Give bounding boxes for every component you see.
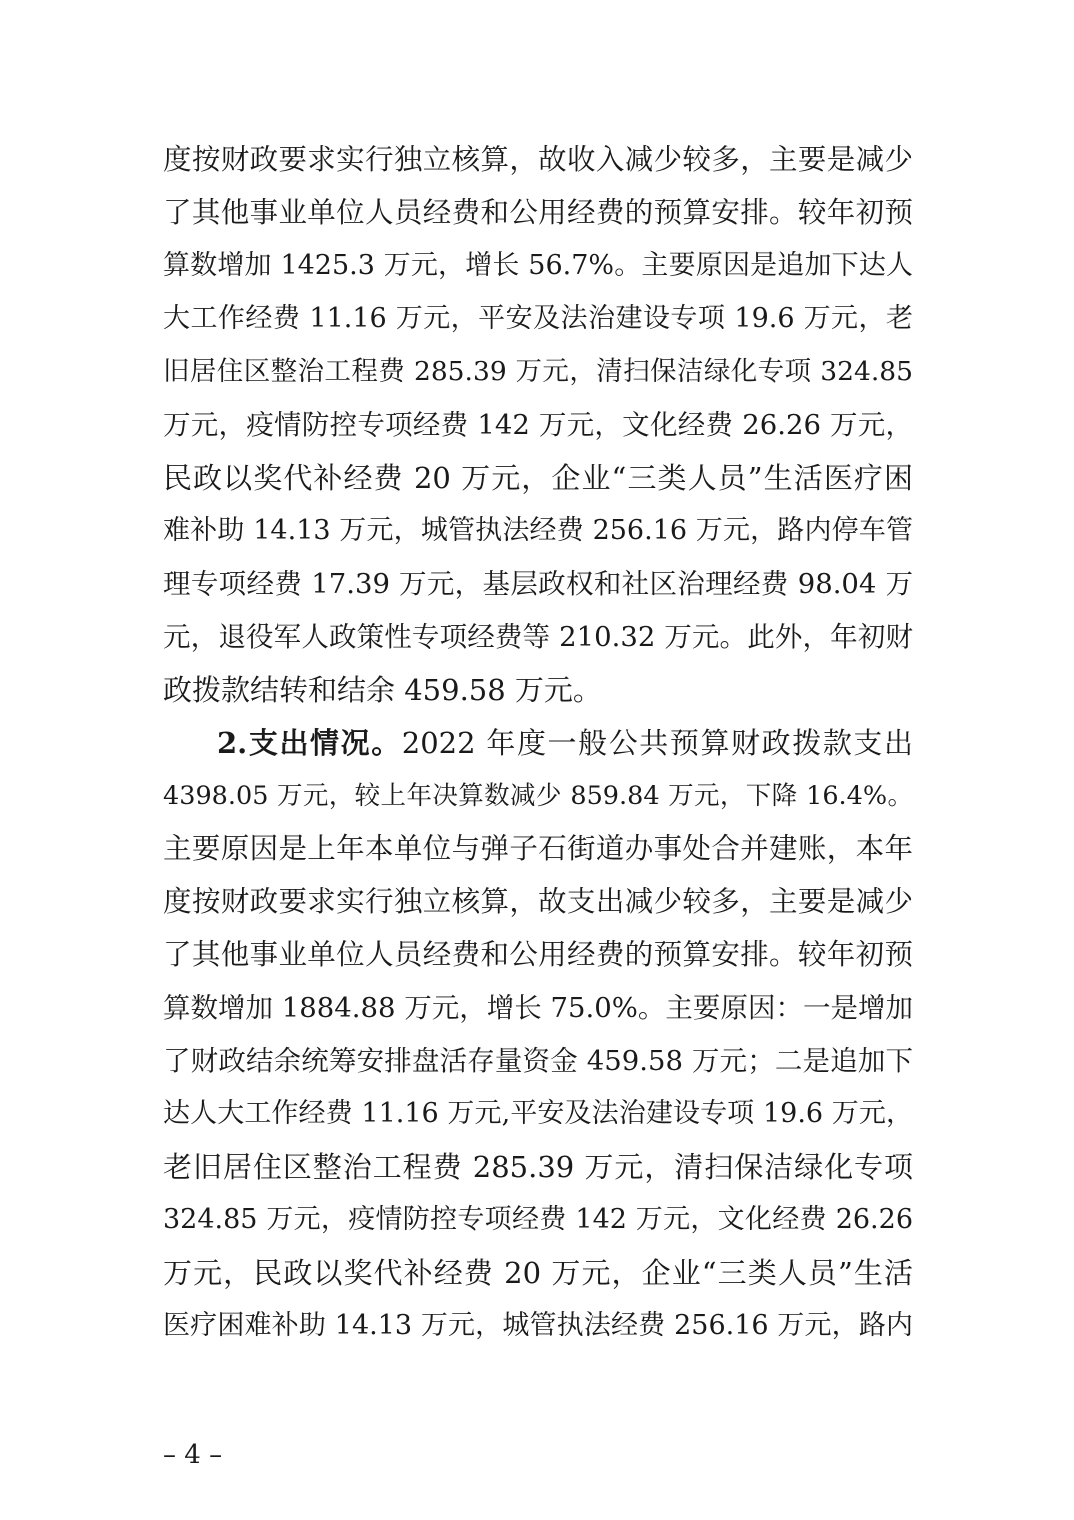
paragraph-text: 2022 年度一般公共预算财政拨款支出 (401, 726, 913, 760)
paragraph-line: 达人大工作经费 11.16 万元,平安及法治建设专项 19.6 万元， (163, 1098, 913, 1129)
paragraph-line: 医疗困难补助 14.13 万元，城管执法经费 256.16 万元，路内 (163, 1310, 913, 1341)
paragraph-line: 度按财政要求实行独立核算，故收入减少较多，主要是减少 (163, 143, 913, 176)
section-heading-line (217, 721, 913, 765)
paragraph-line: 主要原因是上年本单位与弹子石街道办事处合并建账，本年 (163, 832, 913, 865)
paragraph-line: 万元，民政以奖代补经费 20 万元，企业“三类人员”生活 (163, 1256, 913, 1290)
section-heading: 2.支出情况。 (217, 726, 402, 760)
paragraph-line: 算数增加 1425.3 万元，增长 56.7%。主要原因是追加下达人 (163, 250, 913, 281)
paragraph-line: 了财政结余统筹安排盘活存量资金 459.58 万元；二是追加下 (163, 1045, 913, 1077)
paragraph-line: 政拨款结转和结余 459.58 万元。 (163, 673, 602, 707)
paragraph-line: 4398.05 万元，较上年决算数减少 859.84 万元，下降 16.4%。 (163, 781, 913, 811)
paragraph-line: 了其他事业单位人员经费和公用经费的预算安排。较年初预 (163, 938, 913, 971)
paragraph-line: 算数增加 1884.88 万元，增长 75.0%。主要原因：一是增加 (163, 992, 913, 1024)
paragraph-line: 理专项经费 17.39 万元，基层政权和社区治理经费 98.04 万 (163, 568, 913, 600)
paragraph-line: 大工作经费 11.16 万元，平安及法治建设专项 19.6 万元，老 (163, 303, 913, 334)
paragraph-line: 老旧居住区整治工程费 285.39 万元，清扫保洁绿化专项 (163, 1150, 913, 1184)
page-number: – 4 – (163, 1440, 223, 1470)
paragraph-line: 民政以奖代补经费 20 万元，企业“三类人员”生活医疗困 (163, 461, 913, 495)
paragraph-line: 旧居住区整治工程费 285.39 万元，清扫保洁绿化专项 324.85 (163, 356, 913, 387)
paragraph-line: 元，退役军人政策性专项经费等 210.32 万元。此外，年初财 (163, 621, 913, 653)
paragraph-line: 难补助 14.13 万元，城管执法经费 256.16 万元，路内停车管 (163, 515, 913, 546)
paragraph-line: 324.85 万元，疫情防控专项经费 142 万元，文化经费 26.26 (163, 1204, 913, 1235)
paragraph-line: 度按财政要求实行独立核算，故支出减少较多，主要是减少 (163, 885, 913, 918)
paragraph-line: 了其他事业单位人员经费和公用经费的预算安排。较年初预 (163, 196, 913, 229)
paragraph-line: 万元，疫情防控专项经费 142 万元，文化经费 26.26 万元， (163, 409, 913, 441)
